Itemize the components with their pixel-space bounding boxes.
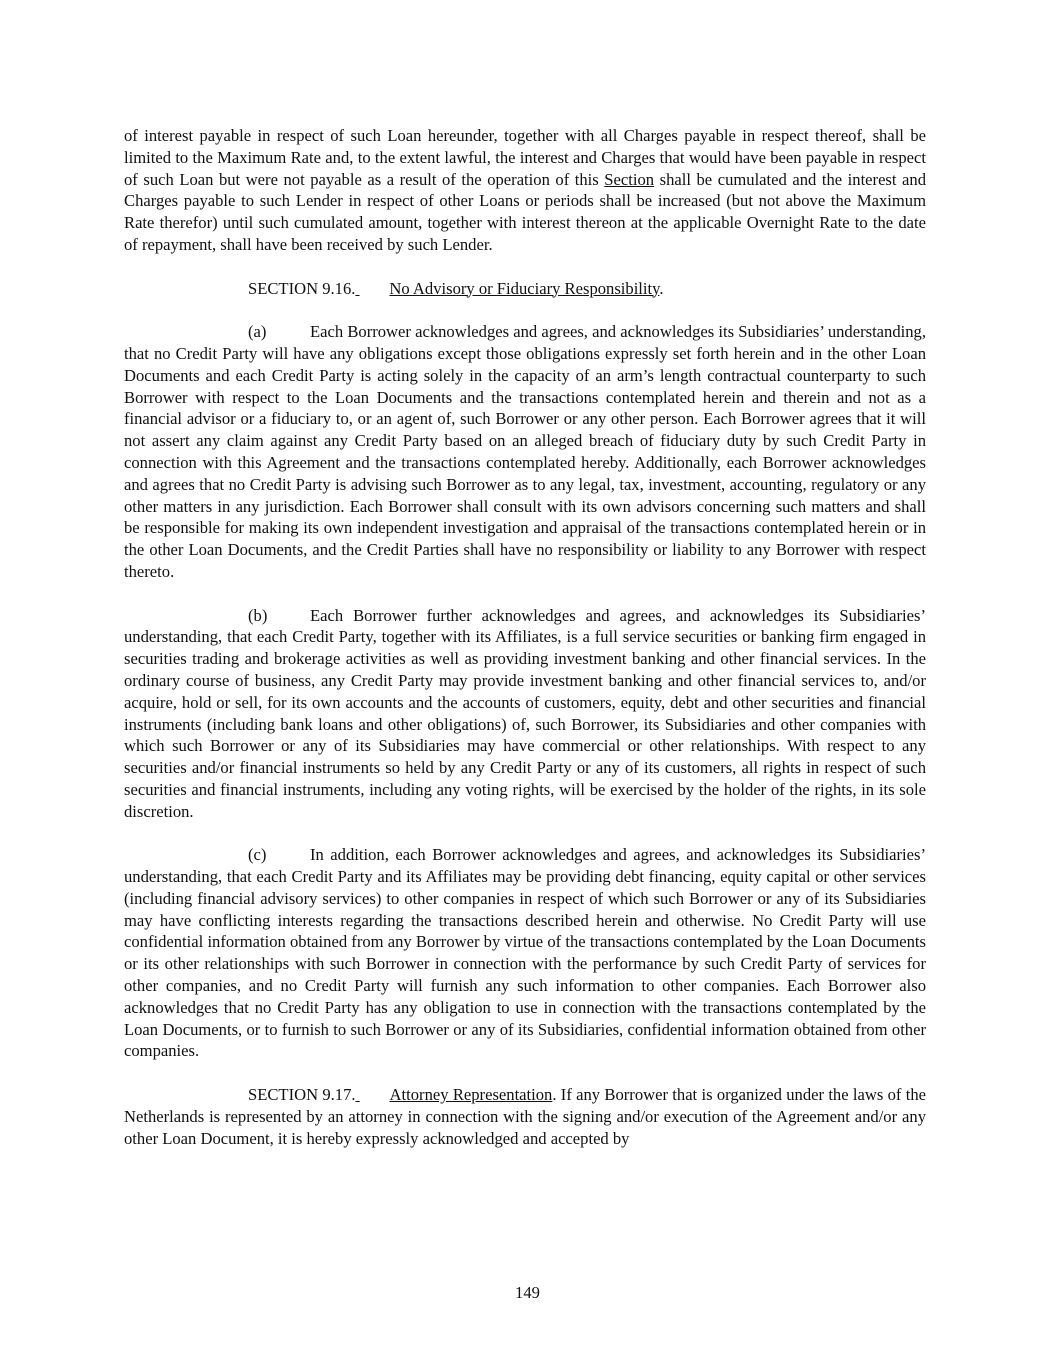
continuation-text-start: of interest payable in respect of such Loan hereunder, together with all Charges payable in respect thereof, shall be limited to the Maximum Rate and, to the extent lawful, the interest and Charges that would have been payable in respect of such Loan but were not payable as a result of the operation of this [124, 126, 926, 189]
section-9-16-number: SECTION 9.16. [248, 278, 356, 298]
clause-b-text: Each Borrower further acknowledges and agrees, and acknowledges its Subsidiaries’ understanding, that each Credit Party, together with its Affiliates, is a full service securities or banking firm engaged in securities trading and brokerage activities as well as providing investment banking and other financial services. In the ordinary course of business, any Credit Party may provide investment banking and other financial services to, and/or acquire, hold or sell, for its own accounts and the accounts of customers, equity, debt and other securities and financial instruments (including bank loans and other obligations) of, such Borrower, its Subsidiaries and other companies with which such Borrower or any of its Subsidiaries may have commercial or other relationships. With respect to any securities and/or financial instruments so held by any Credit Party or any of its customers, all rights in respect of such securities and financial instruments, including any voting rights, will be exercised by the holder of the rights, in its sole discretion. [124, 605, 926, 821]
heading-gap [356, 1084, 390, 1106]
section-9-16-heading [124, 278, 926, 300]
section-9-17-text: . If any Borrower that is organized under the laws of the Netherlands is represented by an attorney in connection with the signing and/or execution of the Agreement and/or any other Loan Document, it is hereby expressly acknowledged and accepted by [124, 1085, 926, 1148]
document-page [124, 125, 926, 1149]
clause-c-text: In addition, each Borrower acknowledges and agrees, and acknowledges its Subsidiaries’ understanding, that each Credit Party and its Affiliates may be providing debt financing, equity capital or other services (including financial advisory services) to other companies in respect of which such Borrower or any of its Subsidiaries may have conflicting interests regarding the transactions described herein and otherwise. No Credit Party will use confidential information obtained from any Borrower by virtue of the transactions contemplated by the Loan Documents or its other relationships with such Borrower in connection with the performance by such Credit Party of services for other companies, and no Credit Party will furnish any such information to other companies. Each Borrower also acknowledges that no Credit Party has any obligation to use in connection with the transactions contemplated by the Loan Documents, or to furnish to such Borrower or any of its Subsidiaries, confidential information obtained from other companies. [124, 845, 926, 1061]
continuation-text-end: shall be cumulated and the interest and Charges payable to such Lender in respect of other Loans or periods shall be increased (but not above the Maximum Rate therefor) until such cumulated amount, together with interest thereon at the applicable Overnight Rate to the date of repayment, shall have been received by such Lender. [124, 169, 927, 254]
clause-c [124, 844, 926, 1062]
continuation-paragraph [124, 125, 926, 256]
section-9-17-title: Attorney Representation [389, 1085, 553, 1105]
clause-b [124, 605, 926, 823]
heading-gap [355, 278, 389, 300]
clause-c-label: (c) [248, 845, 267, 865]
clause-b-label: (b) [248, 605, 268, 625]
section-9-17-number: SECTION 9.17. [248, 1085, 356, 1105]
section-9-16-period: . [659, 278, 664, 298]
page-number: 149 [515, 1283, 540, 1302]
section-9-16-title: No Advisory or Fiduciary Responsibility [389, 278, 660, 298]
clause-a-text: Each Borrower acknowledges and agrees, and acknowledges its Subsidiaries’ understanding, that no Credit Party will have any obligations except those obligations expressly set forth herein and in the other Loan Documents and each Credit Party is acting solely in the capacity of an arm’s length contractual counterparty to such Borrower with respect to the Loan Documents and the transactions contemplated herein and therein and not as a financial advisor or a fiduciary to, or an agent of, such Borrower or any other person. Each Borrower agrees that it will not assert any claim against any Credit Party based on an alleged breach of fiduciary duty by such Credit Party in connection with this Agreement and the transactions contemplated hereby. Additionally, each Borrower acknowledges and agrees that no Credit Party is advising such Borrower as to any legal, tax, investment, accounting, regulatory or any other matters in any jurisdiction. Each Borrower shall consult with its own advisors concerning such matters and shall be responsible for making its own independent investigation and appraisal of the transactions contemplated herein or in the other Loan Documents, and the Credit Parties shall have no responsibility or liability to any Borrower with respect thereto. [124, 322, 926, 581]
clause-a [124, 321, 926, 583]
clause-a-label: (a) [248, 322, 267, 342]
section-reference: Section [604, 169, 655, 189]
section-9-17-paragraph [124, 1084, 926, 1149]
